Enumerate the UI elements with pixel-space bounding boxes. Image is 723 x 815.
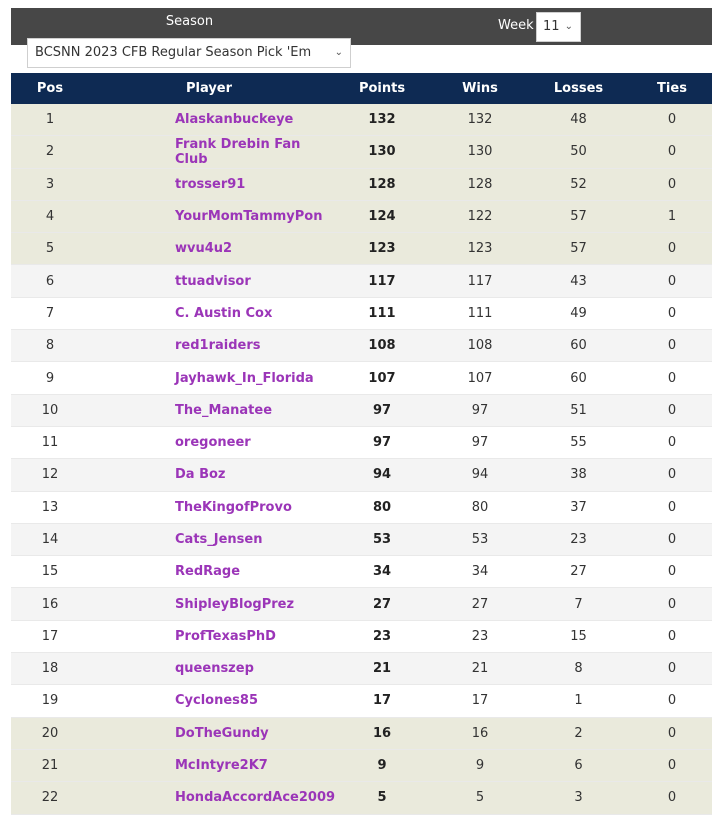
losses-cell: 3: [525, 782, 632, 814]
pos-cell: 22: [11, 782, 89, 814]
pos-cell: 9: [11, 362, 89, 394]
wins-cell: 94: [435, 459, 525, 491]
player-cell: [89, 330, 329, 362]
losses-cell: 6: [525, 749, 632, 781]
wins-cell: 97: [435, 426, 525, 458]
pos-cell: 6: [11, 265, 89, 297]
table-row: [11, 104, 712, 136]
player-link[interactable]: wvu4u2: [175, 241, 233, 257]
ties-cell: 0: [632, 556, 712, 588]
points-cell: 23: [329, 620, 435, 652]
losses-cell: 60: [525, 362, 632, 394]
losses-cell: 43: [525, 265, 632, 297]
losses-cell: 8: [525, 653, 632, 685]
wins-cell: 107: [435, 362, 525, 394]
ties-cell: 0: [632, 653, 712, 685]
points-cell: 130: [329, 136, 435, 168]
losses-cell: 51: [525, 394, 632, 426]
table-row: [11, 330, 712, 362]
losses-cell: 55: [525, 426, 632, 458]
column-header-points[interactable]: Points: [329, 73, 435, 104]
table-row: [11, 717, 712, 749]
player-cell: [89, 717, 329, 749]
points-cell: 94: [329, 459, 435, 491]
player-cell: [89, 426, 329, 458]
standings-table: [11, 73, 712, 815]
ties-cell: 0: [632, 717, 712, 749]
table-row: [11, 491, 712, 523]
pos-cell: 7: [11, 297, 89, 329]
season-label: Season: [165, 14, 214, 29]
losses-cell: 27: [525, 556, 632, 588]
wins-cell: 34: [435, 556, 525, 588]
table-row: [11, 168, 712, 200]
ties-cell: 0: [632, 394, 712, 426]
wins-cell: 128: [435, 168, 525, 200]
table-row: [11, 200, 712, 232]
wins-cell: 108: [435, 330, 525, 362]
pos-cell: 10: [11, 394, 89, 426]
ties-cell: 0: [632, 330, 712, 362]
player-cell: [89, 685, 329, 717]
ties-cell: 0: [632, 104, 712, 136]
pos-cell: 20: [11, 717, 89, 749]
player-link[interactable]: McIntyre2K7: [175, 758, 268, 774]
player-cell: [89, 297, 329, 329]
player-link[interactable]: C. Austin Cox: [175, 305, 273, 321]
losses-cell: 2: [525, 717, 632, 749]
losses-cell: 60: [525, 330, 632, 362]
player-cell: [89, 620, 329, 652]
player-cell: [89, 168, 329, 200]
wins-cell: 23: [435, 620, 525, 652]
pos-cell: 14: [11, 523, 89, 555]
losses-cell: 7: [525, 588, 632, 620]
ties-cell: 0: [632, 588, 712, 620]
points-cell: 108: [329, 330, 435, 362]
table-row: [11, 556, 712, 588]
wins-cell: 123: [435, 233, 525, 265]
losses-cell: 49: [525, 297, 632, 329]
wins-cell: 122: [435, 200, 525, 232]
pos-cell: 16: [11, 588, 89, 620]
wins-cell: 117: [435, 265, 525, 297]
losses-cell: 52: [525, 168, 632, 200]
losses-cell: 57: [525, 200, 632, 232]
chevron-down-icon: ⌄: [564, 21, 573, 32]
player-link[interactable]: Da Boz: [175, 467, 226, 483]
pos-cell: 13: [11, 491, 89, 523]
ties-cell: 0: [632, 782, 712, 814]
wins-cell: 5: [435, 782, 525, 814]
points-cell: 132: [329, 104, 435, 136]
player-cell: [89, 749, 329, 781]
ties-cell: 0: [632, 523, 712, 555]
table-row: [11, 620, 712, 652]
points-cell: 53: [329, 523, 435, 555]
player-link[interactable]: Cats_Jensen: [175, 532, 263, 547]
wins-cell: 97: [435, 394, 525, 426]
points-cell: 97: [329, 394, 435, 426]
wins-cell: 17: [435, 685, 525, 717]
ties-cell: 0: [632, 426, 712, 458]
player-cell: [89, 653, 329, 685]
pos-cell: 5: [11, 233, 89, 265]
wins-cell: 80: [435, 491, 525, 523]
player-cell: [89, 200, 329, 232]
player-cell: [89, 265, 329, 297]
player-link[interactable]: DoTheGundy: [175, 725, 269, 741]
player-link[interactable]: HondaAccordAce2009: [175, 790, 336, 806]
losses-cell: 37: [525, 491, 632, 523]
points-cell: 17: [329, 685, 435, 717]
table-row: [11, 749, 712, 781]
wins-cell: 130: [435, 136, 525, 168]
player-link[interactable]: red1raiders: [175, 338, 261, 354]
points-cell: 128: [329, 168, 435, 200]
player-cell: [89, 233, 329, 265]
losses-cell: 57: [525, 233, 632, 265]
ties-cell: 0: [632, 685, 712, 717]
player-link[interactable]: TheKingofProvo: [175, 499, 292, 515]
table-row: [11, 523, 712, 555]
ties-cell: 0: [632, 136, 712, 168]
player-link[interactable]: trosser91: [175, 176, 246, 192]
points-cell: 124: [329, 200, 435, 232]
wins-cell: 9: [435, 749, 525, 781]
losses-cell: 48: [525, 104, 632, 136]
pos-cell: 8: [11, 330, 89, 362]
week-label: Week: [498, 18, 534, 33]
pos-cell: 17: [11, 620, 89, 652]
points-cell: 34: [329, 556, 435, 588]
losses-cell: 50: [525, 136, 632, 168]
losses-cell: 1: [525, 685, 632, 717]
ties-cell: 0: [632, 620, 712, 652]
points-cell: 27: [329, 588, 435, 620]
table-row: [11, 653, 712, 685]
losses-cell: 15: [525, 620, 632, 652]
player-link[interactable]: Alaskanbuckeye: [175, 112, 294, 128]
pos-cell: 4: [11, 200, 89, 232]
player-cell: [89, 136, 329, 168]
week-select[interactable]: [536, 12, 581, 42]
player-link[interactable]: Frank Drebin Fan Club: [175, 136, 301, 167]
table-row: [11, 394, 712, 426]
column-header-losses[interactable]: Losses: [525, 73, 632, 104]
table-row: [11, 459, 712, 491]
player-link[interactable]: ttuadvisor: [175, 273, 251, 289]
column-header-player[interactable]: Player: [89, 73, 329, 104]
pos-cell: 3: [11, 168, 89, 200]
wins-cell: 111: [435, 297, 525, 329]
points-cell: 80: [329, 491, 435, 523]
player-cell: [89, 782, 336, 814]
table-row: [11, 685, 712, 717]
losses-cell: 38: [525, 459, 632, 491]
points-cell: 97: [329, 426, 435, 458]
ties-cell: 0: [632, 362, 712, 394]
chevron-down-icon: ⌄: [334, 47, 343, 58]
player-link[interactable]: ShipleyBlogPrez: [175, 596, 295, 612]
table-row: [11, 426, 712, 458]
points-cell: 16: [329, 717, 435, 749]
player-cell: [89, 394, 329, 426]
points-cell: 117: [329, 265, 435, 297]
player-cell: [89, 556, 329, 588]
points-cell: 111: [329, 297, 435, 329]
player-link[interactable]: Jayhawk_In_Florida: [175, 370, 314, 386]
table-row: [11, 362, 712, 394]
player-cell: [89, 104, 329, 136]
points-cell: 5: [329, 782, 435, 814]
table-row: [11, 588, 712, 620]
pos-cell: 11: [11, 426, 89, 458]
ties-cell: 0: [632, 233, 712, 265]
pos-cell: 15: [11, 556, 89, 588]
wins-cell: 21: [435, 653, 525, 685]
player-cell: [89, 491, 329, 523]
points-cell: 21: [329, 653, 435, 685]
player-cell: [89, 362, 329, 394]
pos-cell: 12: [11, 459, 89, 491]
player-link[interactable]: RedRage: [175, 564, 241, 580]
player-link[interactable]: YourMomTammyPon: [175, 209, 323, 225]
player-cell: [89, 523, 329, 555]
ties-cell: 0: [632, 265, 712, 297]
wins-cell: 132: [435, 104, 525, 136]
wins-cell: 16: [435, 717, 525, 749]
table-header-row: [11, 73, 712, 104]
ties-cell: 0: [632, 459, 712, 491]
week-select-value: 11: [543, 19, 560, 34]
column-header-ties[interactable]: Ties: [632, 73, 712, 104]
player-cell: [89, 588, 329, 620]
ties-cell: 0: [632, 297, 712, 329]
player-link[interactable]: Cyclones85: [175, 693, 259, 709]
player-link[interactable]: The_Manatee: [175, 402, 273, 418]
player-link[interactable]: ProfTexasPhD: [175, 628, 276, 644]
table-row: [11, 297, 712, 329]
table-row: [11, 136, 712, 168]
season-select[interactable]: [27, 38, 351, 68]
column-header-pos[interactable]: Pos: [11, 73, 89, 104]
table-row: [11, 233, 712, 265]
pos-cell: 1: [11, 104, 89, 136]
wins-cell: 53: [435, 523, 525, 555]
column-header-wins[interactable]: Wins: [435, 73, 525, 104]
points-cell: 9: [329, 749, 435, 781]
ties-cell: 1: [632, 200, 712, 232]
table-row: [11, 265, 712, 297]
losses-cell: 23: [525, 523, 632, 555]
pos-cell: 18: [11, 653, 89, 685]
ties-cell: 0: [632, 491, 712, 523]
points-cell: 107: [329, 362, 435, 394]
table-row: [11, 782, 712, 814]
pos-cell: 19: [11, 685, 89, 717]
wins-cell: 27: [435, 588, 525, 620]
ties-cell: 0: [632, 749, 712, 781]
points-cell: 123: [329, 233, 435, 265]
pos-cell: 21: [11, 749, 89, 781]
ties-cell: 0: [632, 168, 712, 200]
player-link[interactable]: oregoneer: [175, 435, 251, 451]
player-cell: [89, 459, 329, 491]
season-select-value: BCSNN 2023 CFB Regular Season Pick 'Em: [35, 45, 312, 60]
player-link[interactable]: queenszep: [175, 661, 254, 677]
pos-cell: 2: [11, 136, 89, 168]
